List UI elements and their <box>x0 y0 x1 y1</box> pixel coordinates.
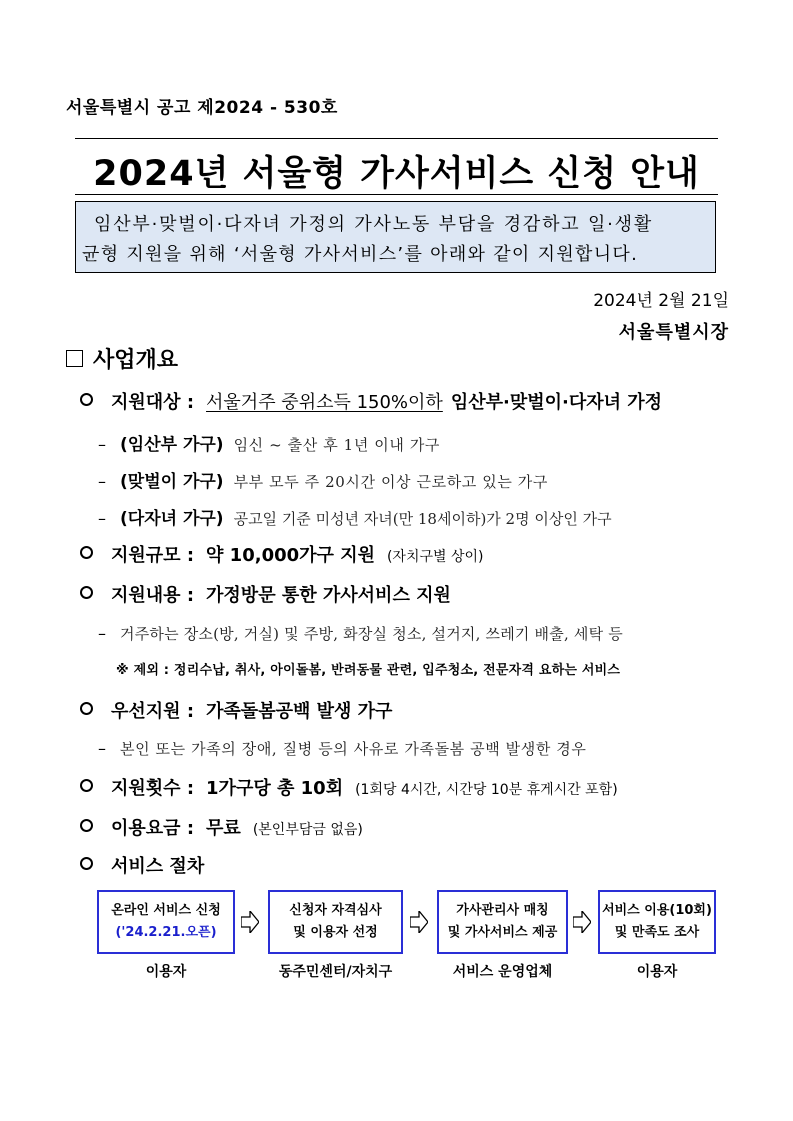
step-actor: 동주민센터/자치구 <box>278 964 393 980</box>
step-actor: 이용자 <box>636 964 678 980</box>
circle-bullet-icon <box>80 819 93 832</box>
sub-label: (맞벌이 가구) <box>120 472 224 492</box>
notice-number: 서울특별시 공고 제2024 - 530호 <box>66 98 338 118</box>
sub-label: (다자녀 가구) <box>120 509 224 529</box>
item-priority-value: 가족돌봄공백 발생 가구 <box>206 701 393 722</box>
item-scale-value: 약 10,000가구 지원 <box>206 545 375 566</box>
step-line-1: 서비스 이용(10회) <box>602 903 712 918</box>
arrow-right-icon <box>573 911 591 933</box>
item-target-label: 지원대상 : <box>111 392 195 413</box>
sub-label: (임산부 가구) <box>120 435 224 455</box>
item-fee <box>78 814 363 840</box>
sub-text: 부부 모두 주 20시간 이상 근로하고 있는 가구 <box>233 473 548 491</box>
item-fee-value: 무료 <box>206 818 241 839</box>
sub-text: 거주하는 장소(방, 거실) 및 주방, 화장실 청소, 설거지, 쓰레기 배출, 세탁 등 <box>120 625 623 643</box>
target-sub-dual-income <box>98 467 548 492</box>
circle-bullet-icon <box>80 586 93 599</box>
item-priority <box>78 697 392 723</box>
section-title: 사업개요 <box>93 348 179 373</box>
circle-bullet-icon <box>80 702 93 715</box>
item-procedure-label: 서비스 절차 <box>111 856 205 877</box>
intro-box <box>75 201 716 273</box>
priority-sub <box>98 738 586 759</box>
item-count <box>78 774 618 800</box>
step-line-2: 및 만족도 조사 <box>614 925 700 940</box>
announcement-date: 2024년 2월 21일 <box>593 291 729 311</box>
sub-text: 본인 또는 가족의 장애, 질병 등의 사유로 가족돌봄 공백 발생한 경우 <box>120 740 587 758</box>
circle-bullet-icon <box>80 546 93 559</box>
item-content-label: 지원내용 : <box>111 585 195 606</box>
step-actor: 이용자 <box>145 964 187 980</box>
item-scale-note: (자치구별 상이) <box>386 549 484 565</box>
item-content-value: 가정방문 통한 가사서비스 지원 <box>206 585 451 606</box>
exclusion-note: ※ 제외 : 정리수납, 취사, 아이돌봄, 반려동물 관련, 입주청소, 전문자격 요하는 서비스 <box>116 663 621 678</box>
step-line-1: 신청자 자격심사 <box>289 903 382 918</box>
step-line-2: ('24.2.21.오픈) <box>115 925 217 940</box>
item-count-note: (1회당 4시간, 시간당 10분 휴게시간 포함) <box>355 782 618 798</box>
step-line-1: 온라인 서비스 신청 <box>111 903 221 918</box>
step-service-use <box>598 890 716 954</box>
item-content <box>78 581 451 607</box>
circle-bullet-icon <box>80 857 93 870</box>
dash-bullet: – <box>98 435 106 454</box>
step-eligibility-review <box>268 890 403 954</box>
item-priority-label: 우선지원 : <box>111 701 195 722</box>
item-fee-label: 이용요금 : <box>111 818 195 839</box>
item-target-rest: 임산부·맞벌이·다자녀 가정 <box>450 392 663 413</box>
step-line-1: 가사관리사 매칭 <box>456 903 549 918</box>
section-heading <box>66 343 178 374</box>
dash-bullet: – <box>98 509 106 528</box>
step-actor: 서비스 운영업체 <box>452 964 553 980</box>
page-title: 2024년 서울형 가사서비스 신청 안내 <box>93 154 700 194</box>
issuer-name: 서울특별시장 <box>618 322 729 343</box>
sub-text: 공고일 기준 미성년 자녀(만 18세이하)가 2명 이상인 가구 <box>233 510 612 528</box>
intro-line-1: 임산부·맞벌이·다자녀 가정의 가사노동 부담을 경감하고 일·생활 <box>94 214 654 235</box>
item-procedure <box>78 852 204 878</box>
item-count-value: 1가구당 총 10회 <box>206 778 344 799</box>
content-sub <box>98 623 623 644</box>
intro-line-2: 균형 지원을 위해 ‘서울형 가사서비스’를 아래와 같이 지원합니다. <box>82 244 639 265</box>
circle-bullet-icon <box>80 779 93 792</box>
circle-bullet-icon <box>80 393 93 406</box>
dash-bullet: – <box>98 472 106 491</box>
item-target <box>78 388 662 414</box>
dash-bullet: – <box>98 739 106 758</box>
item-scale <box>78 541 484 567</box>
item-fee-note: (본인부담금 없음) <box>252 822 363 838</box>
step-line-2: 및 가사서비스 제공 <box>447 925 558 940</box>
arrow-right-icon <box>241 911 259 933</box>
item-target-underlined: 서울거주 중위소득 150%이하 <box>206 392 443 413</box>
arrow-right-icon <box>410 911 428 933</box>
item-count-label: 지원횟수 : <box>111 778 195 799</box>
step-line-2: 및 이용자 선정 <box>293 925 378 940</box>
target-sub-pregnant <box>98 430 440 455</box>
dash-bullet: – <box>98 624 106 643</box>
step-matching <box>437 890 568 954</box>
title-bottom-rule <box>75 194 718 195</box>
title-top-rule <box>75 138 718 139</box>
target-sub-multi-child <box>98 504 612 529</box>
square-bullet-icon <box>66 350 83 367</box>
sub-text: 임신 ~ 출산 후 1년 이내 가구 <box>233 436 440 454</box>
step-online-application <box>97 890 235 954</box>
item-scale-label: 지원규모 : <box>111 545 195 566</box>
